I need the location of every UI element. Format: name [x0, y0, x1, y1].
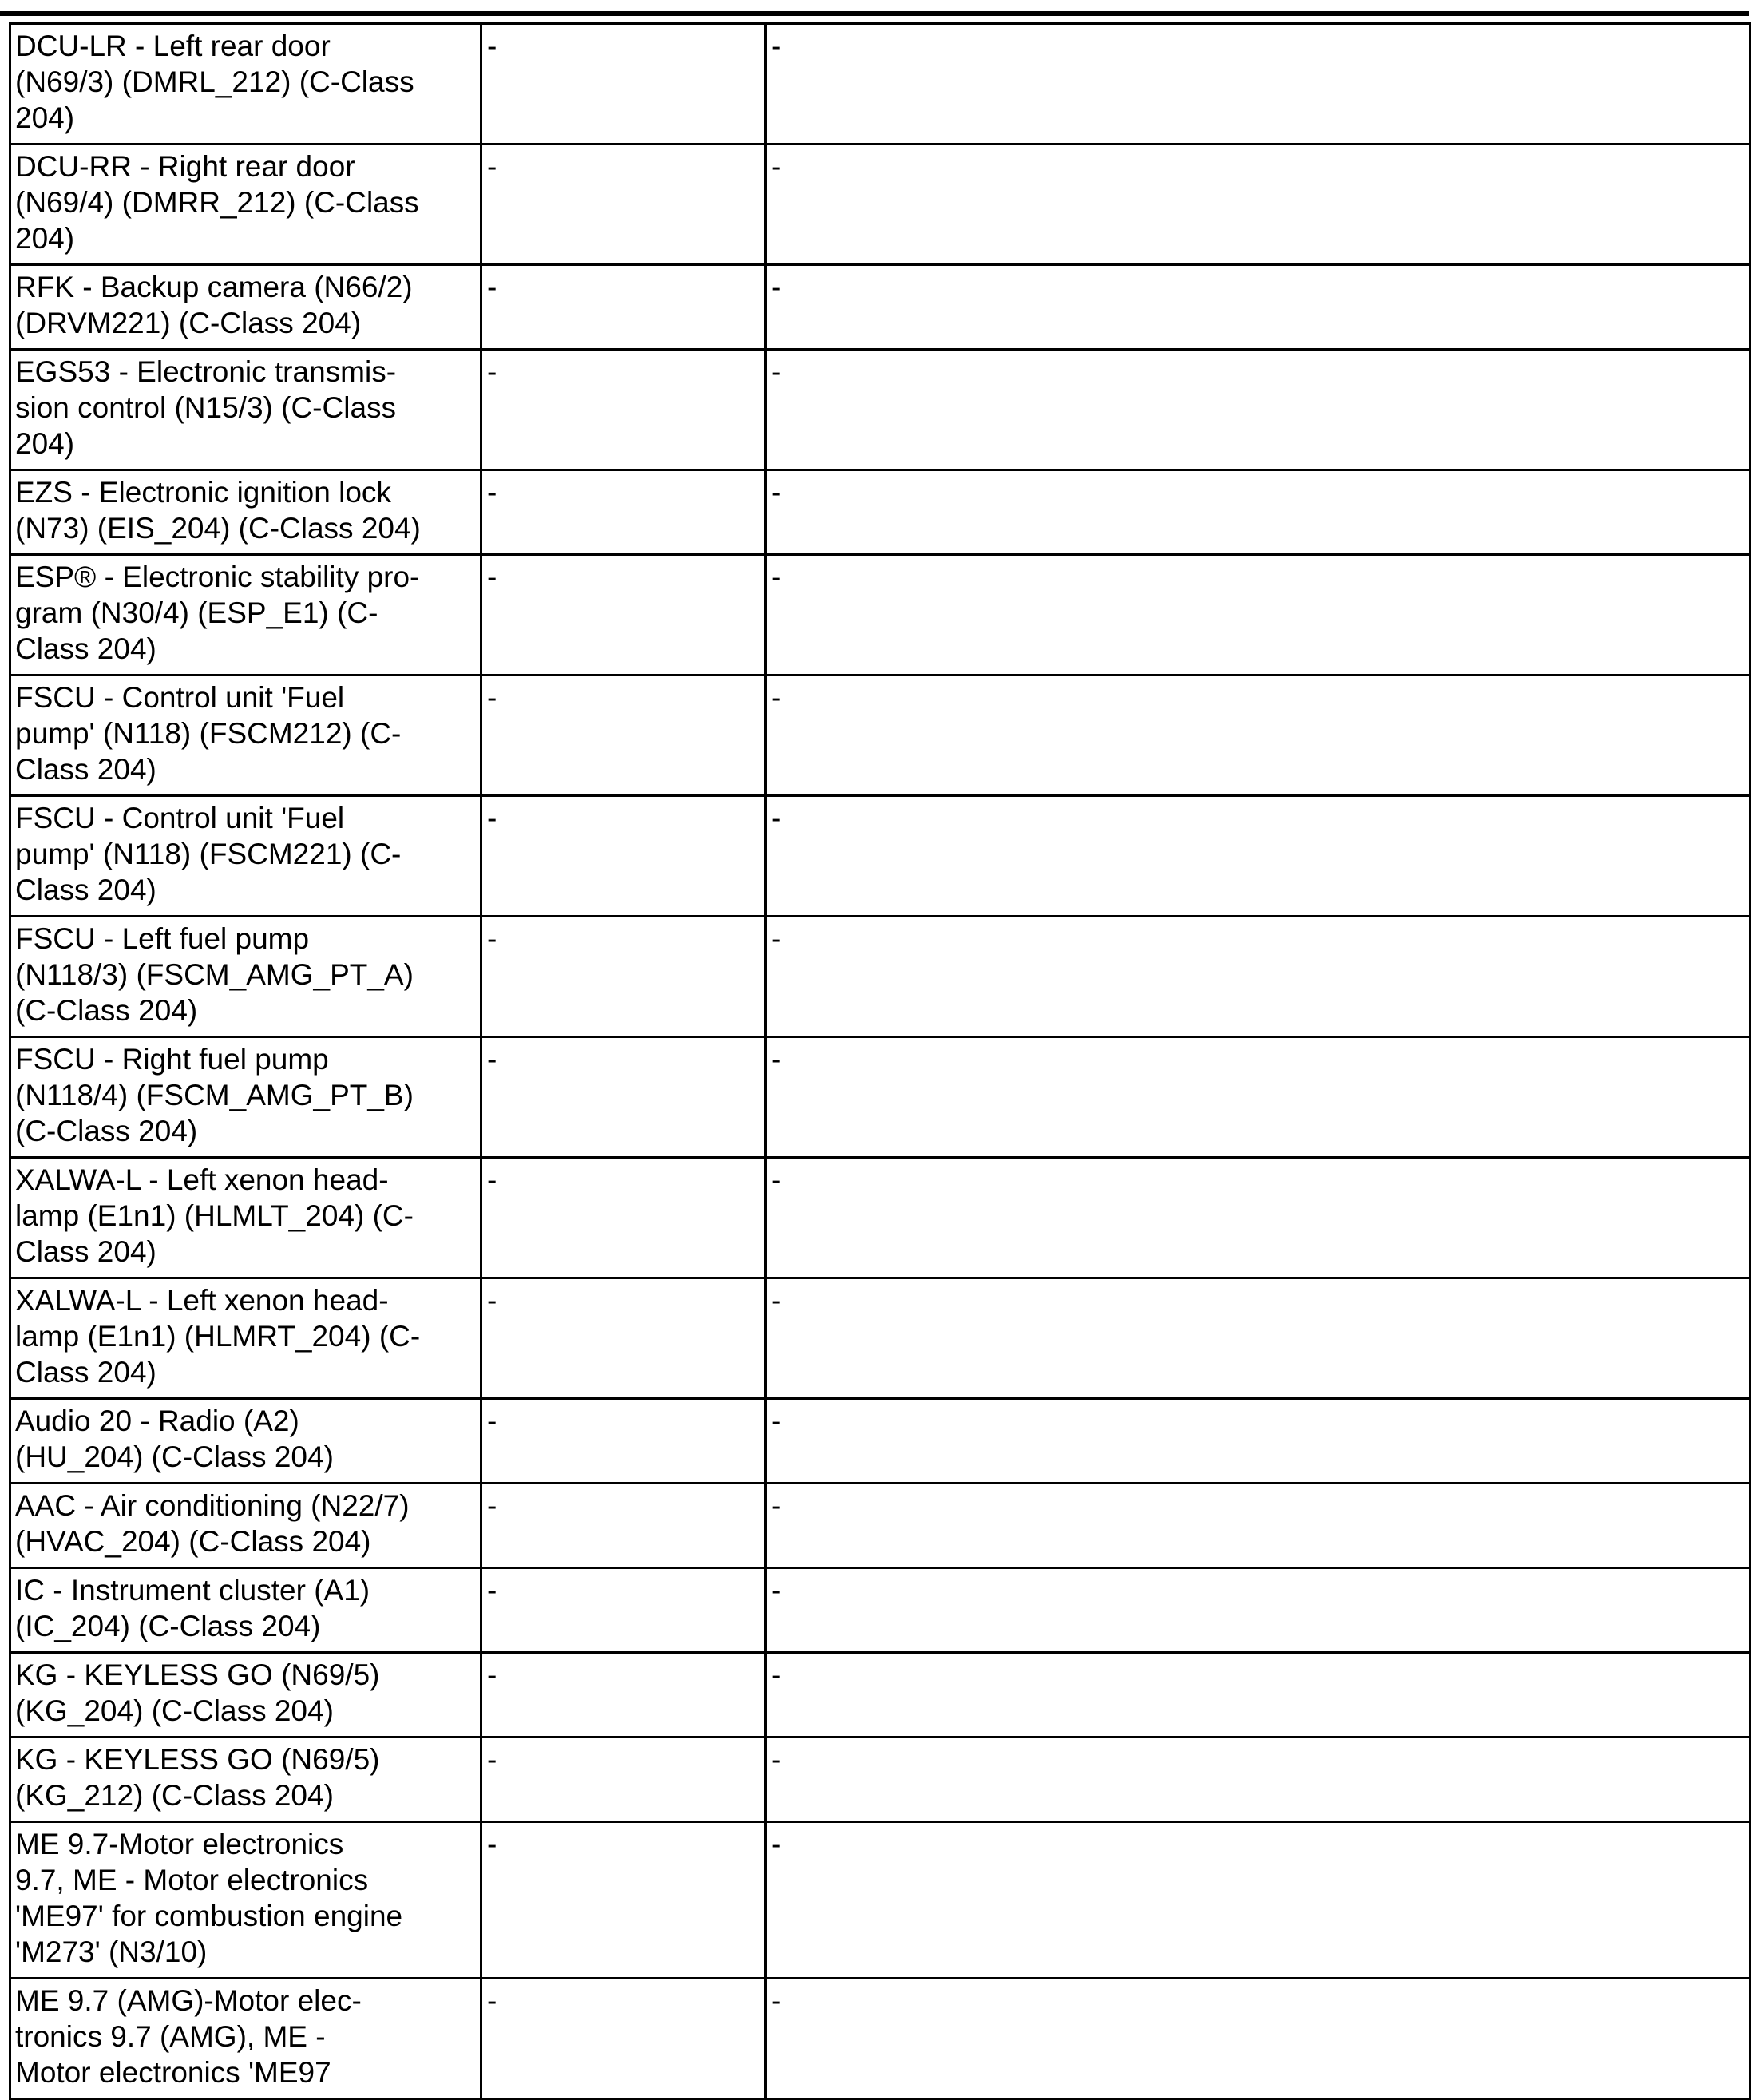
control-unit-name: KG - KEYLESS GO (N69/5) (KG_204) (C-Class 204) [10, 1653, 481, 1737]
control-unit-name: XALWA-L - Left xenon head- lamp (E1n1) (HLMRT_204) (C- Class 204) [10, 1278, 481, 1399]
value-cell: - [481, 917, 766, 1037]
control-unit-name: FSCU - Control unit 'Fuel pump' (N118) (FSCM212) (C- Class 204) [10, 676, 481, 796]
table-row [10, 1037, 1750, 1158]
control-unit-name: FSCU - Control unit 'Fuel pump' (N118) (FSCM221) (C- Class 204) [10, 796, 481, 917]
table-row [10, 1653, 1750, 1737]
value-cell: - [481, 1158, 766, 1278]
value-cell: - [766, 24, 1750, 145]
table-row [10, 470, 1750, 555]
table-row [10, 350, 1750, 470]
control-unit-table [9, 22, 1751, 2100]
value-cell: - [481, 1979, 766, 2099]
control-unit-name: ME 9.7 (AMG)-Motor elec- tronics 9.7 (AMG), ME - Motor electronics 'ME97 [10, 1979, 481, 2099]
table-row [10, 265, 1750, 350]
value-cell: - [481, 1278, 766, 1399]
control-unit-name: FSCU - Right fuel pump (N118/4) (FSCM_AMG_PT_B) (C-Class 204) [10, 1037, 481, 1158]
table-row [10, 676, 1750, 796]
control-unit-name: ESP® - Electronic stability pro- gram (N30/4) (ESP_E1) (C- Class 204) [10, 555, 481, 676]
control-unit-name: FSCU - Left fuel pump (N118/3) (FSCM_AMG_PT_A) (C-Class 204) [10, 917, 481, 1037]
value-cell: - [481, 24, 766, 145]
table-row [10, 145, 1750, 265]
value-cell: - [481, 1037, 766, 1158]
control-unit-name: AAC - Air conditioning (N22/7) (HVAC_204) (C-Class 204) [10, 1484, 481, 1568]
value-cell: - [766, 1653, 1750, 1737]
value-cell: - [481, 1737, 766, 1822]
value-cell: - [481, 350, 766, 470]
table-row [10, 917, 1750, 1037]
value-cell: - [481, 1399, 766, 1484]
table-row [10, 1484, 1750, 1568]
control-unit-name: XALWA-L - Left xenon head- lamp (E1n1) (HLMLT_204) (C- Class 204) [10, 1158, 481, 1278]
value-cell: - [766, 796, 1750, 917]
value-cell: - [766, 1979, 1750, 2099]
value-cell: - [766, 350, 1750, 470]
control-unit-name: ME 9.7-Motor electronics 9.7, ME - Motor electronics 'ME97' for combustion engine 'M273' (N3/10) [10, 1822, 481, 1979]
value-cell: - [766, 1037, 1750, 1158]
value-cell: - [481, 265, 766, 350]
value-cell: - [481, 470, 766, 555]
value-cell: - [481, 555, 766, 676]
value-cell: - [766, 1158, 1750, 1278]
control-unit-name: DCU-LR - Left rear door (N69/3) (DMRL_212) (C-Class 204) [10, 24, 481, 145]
value-cell: - [766, 1399, 1750, 1484]
table-row [10, 1979, 1750, 2099]
table-row [10, 555, 1750, 676]
table-row [10, 1278, 1750, 1399]
control-unit-name: RFK - Backup camera (N66/2) (DRVM221) (C-Class 204) [10, 265, 481, 350]
value-cell: - [766, 1568, 1750, 1653]
table-row [10, 1158, 1750, 1278]
control-unit-name: EZS - Electronic ignition lock (N73) (EIS_204) (C-Class 204) [10, 470, 481, 555]
value-cell: - [481, 1568, 766, 1653]
value-cell: - [766, 1822, 1750, 1979]
top-rule [0, 11, 1749, 16]
table-row [10, 1737, 1750, 1822]
control-unit-name: EGS53 - Electronic transmis- sion control (N15/3) (C-Class 204) [10, 350, 481, 470]
value-cell: - [481, 1822, 766, 1979]
value-cell: - [766, 1484, 1750, 1568]
value-cell: - [766, 1278, 1750, 1399]
value-cell: - [766, 555, 1750, 676]
value-cell: - [481, 1484, 766, 1568]
value-cell: - [481, 676, 766, 796]
control-unit-name: IC - Instrument cluster (A1) (IC_204) (C-Class 204) [10, 1568, 481, 1653]
value-cell: - [766, 470, 1750, 555]
value-cell: - [766, 917, 1750, 1037]
table-row [10, 1399, 1750, 1484]
control-unit-name: DCU-RR - Right rear door (N69/4) (DMRR_212) (C-Class 204) [10, 145, 481, 265]
table-row [10, 24, 1750, 145]
table-row [10, 796, 1750, 917]
value-cell: - [481, 1653, 766, 1737]
value-cell: - [481, 145, 766, 265]
value-cell: - [766, 676, 1750, 796]
value-cell: - [481, 796, 766, 917]
table-row [10, 1568, 1750, 1653]
control-unit-name: KG - KEYLESS GO (N69/5) (KG_212) (C-Class 204) [10, 1737, 481, 1822]
table-row [10, 1822, 1750, 1979]
value-cell: - [766, 1737, 1750, 1822]
value-cell: - [766, 265, 1750, 350]
value-cell: - [766, 145, 1750, 265]
control-unit-name: Audio 20 - Radio (A2) (HU_204) (C-Class 204) [10, 1399, 481, 1484]
